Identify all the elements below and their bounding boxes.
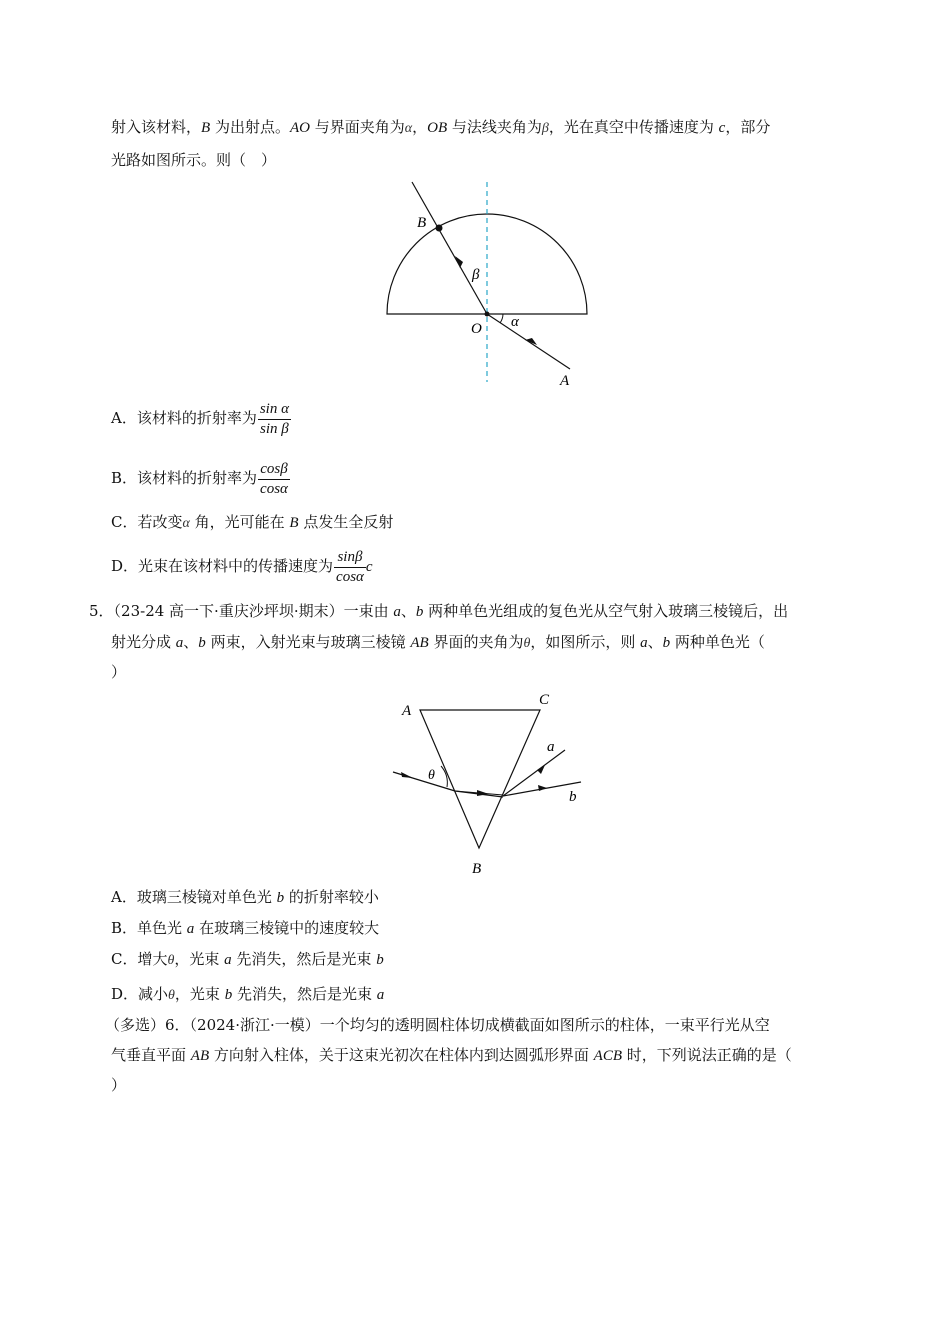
arrow-a bbox=[537, 765, 545, 774]
q4-option-a[interactable]: A．该材料的折射率为 $\frac{\text{sin α}}{\text{sin β}}$ bbox=[111, 400, 289, 437]
alpha-arc bbox=[500, 314, 503, 323]
point-B bbox=[436, 225, 443, 232]
fraction: $\frac{\sin\beta}{\cos\alpha}$ bbox=[336, 548, 364, 585]
fraction: $\frac{\text{sin α}}{\text{sin β}}$ bbox=[259, 400, 289, 437]
q4-semicircle-figure bbox=[380, 178, 600, 390]
q5-stem-line3: ） bbox=[111, 663, 127, 681]
q4-stem-line1: 射入该材料，B 为出射点。AO 与界面夹角为α，OB 与法线夹角为β，光在真空中传播速度为 c，部分 bbox=[111, 118, 771, 136]
fraction: $\frac{\cos\beta}{\cos\alpha}$ bbox=[260, 460, 288, 497]
q5-prism-figure bbox=[385, 688, 595, 880]
q5-option-c[interactable]: C．增大θ，光束 a 先消失，然后是光束 b bbox=[111, 950, 384, 968]
q6-stem-line1: （多选）6．（2024·浙江·一模）一个均匀的透明圆柱体切成横截面如图所示的柱体，一束平行光从空 bbox=[105, 1016, 770, 1034]
arrow-b bbox=[538, 785, 547, 791]
label-beta: β bbox=[472, 267, 480, 283]
ray-incident bbox=[487, 314, 570, 369]
label-A: A bbox=[560, 373, 570, 389]
arrow-incident bbox=[525, 338, 537, 345]
q6-stem-line2: 气垂直平面 AB 方向射入柱体，关于这束光初次在柱体内到达圆弧形界面 ACB 时，下列说法正确的是（ bbox=[111, 1046, 792, 1064]
arrow-refracted bbox=[455, 256, 463, 268]
label-alpha: α bbox=[511, 314, 519, 330]
q4-stem-line2: 光路如图所示。则（ ） bbox=[111, 151, 277, 169]
q5-option-d[interactable]: D．减小θ，光束 b 先消失，然后是光束 a bbox=[111, 985, 385, 1003]
theta-arc bbox=[441, 766, 447, 787]
q5-option-a[interactable]: A．玻璃三棱镜对单色光 b 的折射率较小 bbox=[111, 888, 379, 906]
label-A: A bbox=[402, 703, 412, 719]
point-O bbox=[485, 312, 490, 317]
label-C: C bbox=[539, 692, 550, 708]
label-B: B bbox=[417, 215, 427, 231]
q5-stem-line2: 射光分成 a、b 两束，入射光束与玻璃三棱镜 AB 界面的夹角为θ，如图所示，则 a、b 两种单色光（ bbox=[111, 633, 765, 651]
q4-option-b[interactable]: B．该材料的折射率为 $\frac{\cos\beta}{\cos\alpha}$ bbox=[111, 460, 288, 497]
q5-stem-line1: 5．（23-24 高一下·重庆沙坪坝·期末）一束由 a、b 两种单色光组成的复色光从空气射入玻璃三棱镜后，出 bbox=[89, 602, 789, 620]
label-theta: θ bbox=[428, 768, 435, 783]
ray-refracted bbox=[412, 182, 487, 314]
label-b: b bbox=[569, 789, 577, 805]
prism-outline bbox=[420, 710, 540, 848]
label-a: a bbox=[547, 739, 555, 755]
label-B: B bbox=[472, 861, 482, 877]
q5-option-b[interactable]: B．单色光 a 在玻璃三棱镜中的速度较大 bbox=[111, 919, 380, 937]
q4-option-d[interactable]: D．光束在该材料中的传播速度为 $\frac{\sin\beta}{\cos\alpha}$ c bbox=[111, 548, 373, 585]
q4-option-c[interactable]: C．若改变α 角，光可能在 B 点发生全反射 bbox=[111, 513, 394, 531]
q6-stem-line3: ） bbox=[111, 1076, 127, 1094]
label-O: O bbox=[471, 321, 482, 337]
